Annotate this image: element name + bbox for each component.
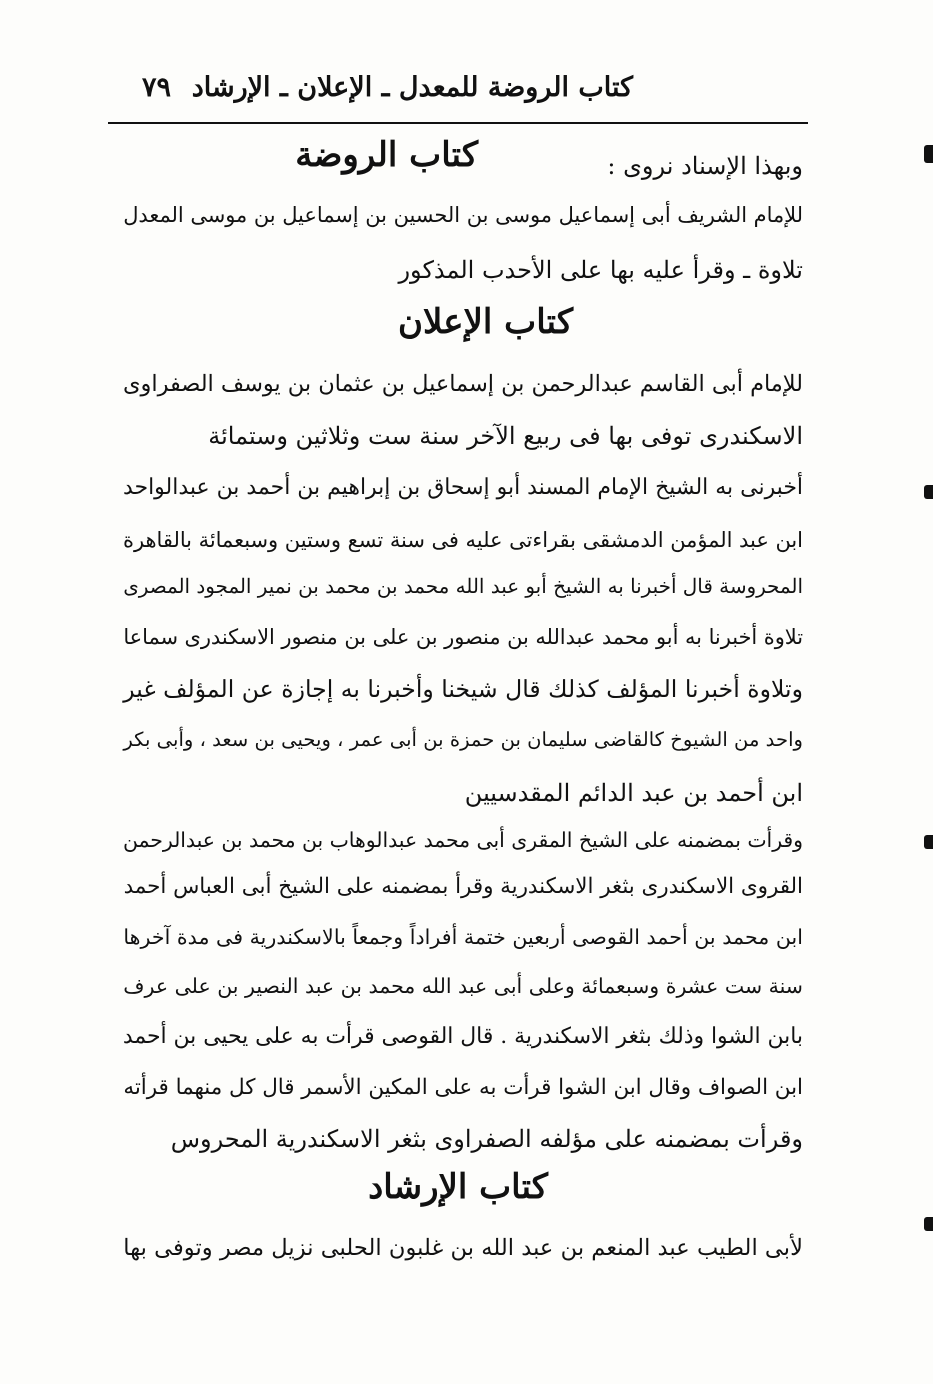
text-line-8: المحروسة قال أخبرنا به الشيخ أبو عبد الله محمد بن محمد بن نمير المجود المصرى [123,575,803,598]
text-line-4: للإمام أبى القاسم عبدالرحمن بن إسماعيل بن عثمان بن يوسف الصفراوى [123,371,803,397]
text-line-20: لأبى الطيب عبد المنعم بن عبد الله بن غلبون الحلبى نزيل مصر وتوفى بها [123,1235,803,1261]
text-line-3: تلاوة ـ وقرأ عليه بها على الأحدب المذكور [398,256,803,284]
text-line-5: الاسكندرى توفى بها فى ربيع الآخر سنة ست وثلاثين وستمائة [208,422,803,450]
text-line-18: ابن الصواف وقال ابن الشوا قرأت به على المكين الأسمر قال كل منهما قرأته [123,1075,803,1100]
text-line-12: ابن أحمد بن عبد الدائم المقدسيين [464,779,803,807]
text-line-6: أخبرنى به الشيخ الإمام المسند أبو إسحاق بن إبراهيم بن أحمد بن عبدالواحد [122,475,803,500]
header-rule [108,122,808,124]
text-line-13: وقرأت بمضمنه على الشيخ المقرى أبى محمد عبدالوهاب بن محمد بن عبدالرحمن [122,828,803,852]
text-line-16: سنة ست عشرة وسبعمائة وعلى أبى عبد الله محمد بن عبد النصير بن على عرف [123,974,803,998]
page-number: ٧٩ [142,72,172,103]
text-line-15: ابن محمد بن أحمد القوصى أربعين ختمة أفراداً وجمعاً بالاسكندرية فى مدة آخرها [123,925,803,949]
text-line-11: واحد من الشيوخ كالقاضى سليمان بن حمزة بن أبى عمر ، ويحيى بن سعد ، وأبى بكر [123,728,803,751]
section-heading-ilan: كتاب الإعلان [397,302,573,342]
scan-edge-mark [924,1217,933,1231]
text-line-1: وبهذا الإسناد نروى : [607,152,803,180]
text-line-2: للإمام الشريف أبى إسماعيل موسى بن الحسين بن إسماعيل بن موسى المعدل [123,203,803,227]
text-line-7: ابن عبد المؤمن الدمشقى بقراءتى عليه فى سنة تسع وستين وسبعمائة بالقاهرة [122,528,803,552]
running-header-title: كتاب الروضة للمعدل ـ الإعلان ـ الإرشاد [191,72,633,103]
text-line-10: وتلاوة أخبرنا المؤلف كذلك قال شيخنا وأخبرنا به إجازة عن المؤلف غير [123,675,803,703]
section-heading-rawda: كتاب الروضة [295,135,478,175]
text-line-9: تلاوة أخبرنا به أبو محمد عبدالله بن منصور بن على بن منصور الاسكندرى سماعا [123,625,803,649]
scan-edge-mark [924,485,933,499]
text-line-14: القروى الاسكندرى بثغر الاسكندرية وقرأ بمضمنه على الشيخ أبى العباس أحمد [123,874,803,899]
running-header [108,68,808,114]
text-line-19: وقرأت بمضمنه على مؤلفه الصفراوى بثغر الاسكندرية المحروس [170,1125,803,1153]
text-line-17: بابن الشوا وذلك بثغر الاسكندرية . قال القوصى قرأت به على يحيى بن أحمد [122,1024,803,1049]
section-heading-irshad: كتاب الإرشاد [368,1167,548,1207]
scan-edge-mark [924,835,933,849]
scan-edge-mark [924,145,933,163]
